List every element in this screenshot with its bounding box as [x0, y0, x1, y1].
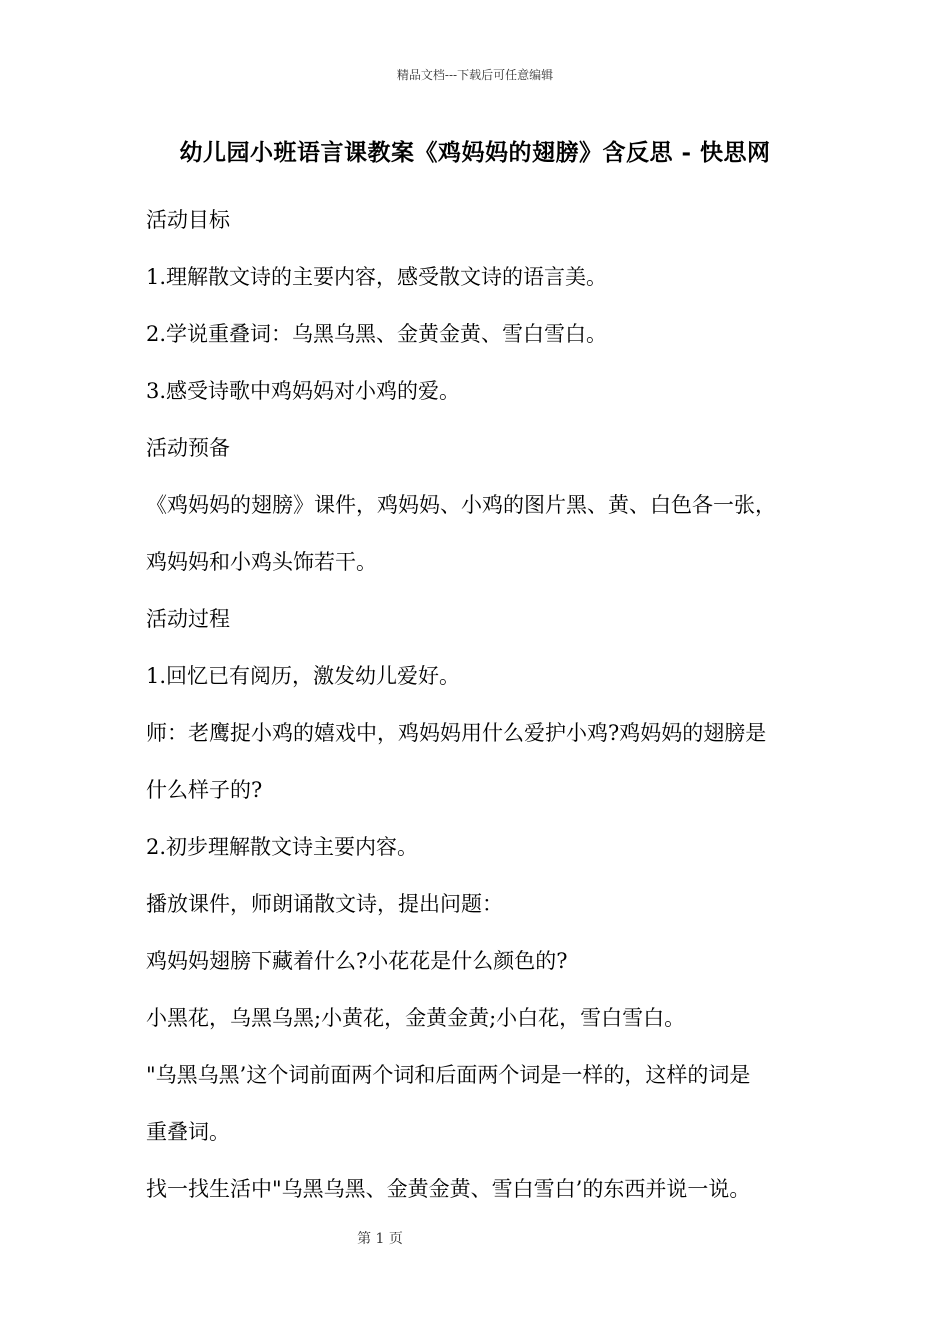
- section-heading-preparation: 活动预备: [146, 436, 230, 460]
- paragraph-line: 3.感受诗歌中鸡妈妈对小鸡的爱。: [146, 379, 461, 403]
- paragraph-line: 1.理解散文诗的主要内容，感受散文诗的语言美。: [146, 265, 608, 289]
- section-heading-goals: 活动目标: [146, 208, 230, 232]
- paragraph-line: 鸡妈妈翅膀下藏着什么?小花花是什么颜色的?: [146, 949, 568, 973]
- paragraph-line: 小黑花，乌黑乌黑;小黄花，金黄金黄;小白花，雪白雪白。: [146, 1006, 686, 1030]
- paragraph-line: 2.初步理解散文诗主要内容。: [146, 835, 419, 859]
- paragraph-line: 1.回忆已有阅历，激发幼儿爱好。: [146, 664, 461, 688]
- document-title: 幼儿园小班语言课教案《鸡妈妈的翅膀》含反思 - 快思网: [179, 139, 771, 166]
- paragraph-line: 鸡妈妈和小鸡头饰若干。: [146, 550, 377, 574]
- paragraph-line: 播放课件，师朗诵散文诗，提出问题：: [146, 892, 503, 916]
- paragraph-line: 重叠词。: [146, 1120, 230, 1144]
- paragraph-line: "乌黑乌黑’这个词前面两个词和后面两个词是一样的，这样的词是: [146, 1063, 751, 1087]
- paragraph-line: 《鸡妈妈的翅膀》课件，鸡妈妈、小鸡的图片黑、黄、白色各一张，: [146, 493, 776, 517]
- paragraph-line: 什么样子的?: [146, 778, 263, 802]
- paragraph-line: 2.学说重叠词：乌黑乌黑、金黄金黄、雪白雪白。: [146, 322, 608, 346]
- section-heading-process: 活动过程: [146, 607, 230, 631]
- header-note: 精品文档---下载后可任意编辑: [396, 68, 554, 82]
- page-number: 第 1 页: [357, 1231, 403, 1247]
- paragraph-line: 师：老鹰捉小鸡的嬉戏中，鸡妈妈用什么爱护小鸡?鸡妈妈的翅膀是: [146, 721, 767, 745]
- paragraph-line: 找一找生活中"乌黑乌黑、金黄金黄、雪白雪白’的东西并说一说。: [146, 1177, 751, 1201]
